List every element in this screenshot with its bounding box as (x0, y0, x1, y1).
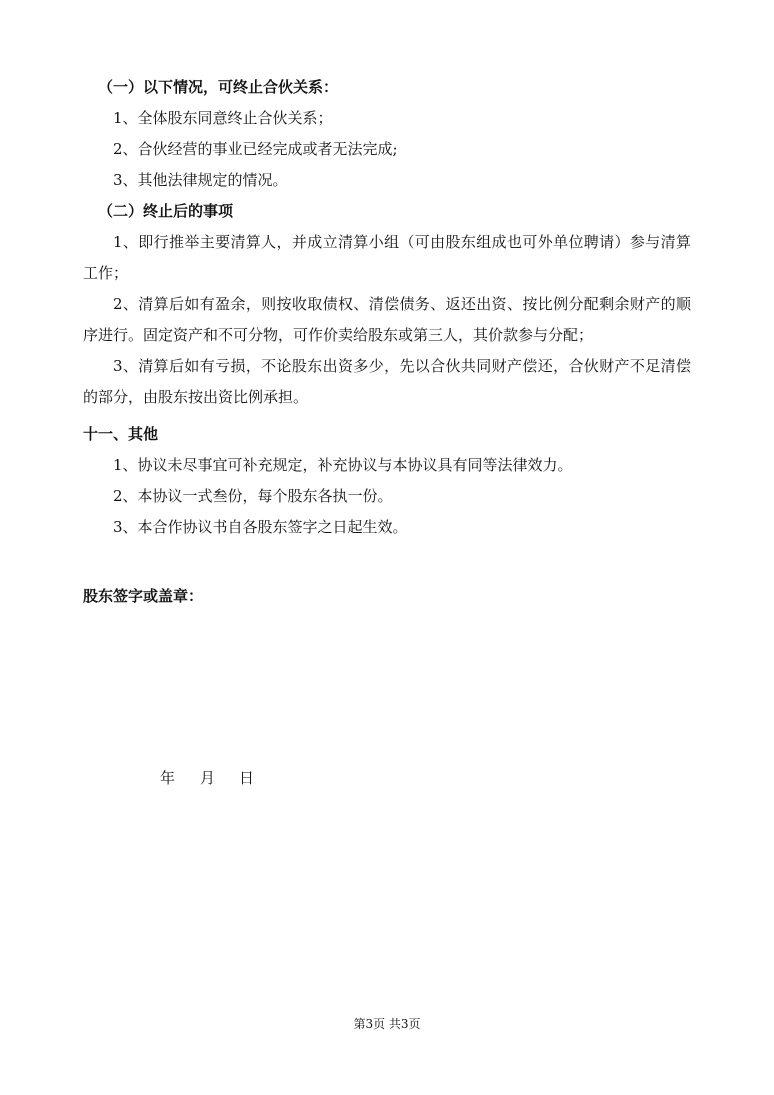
page-number-footer: 第3页 共3页 (353, 1017, 421, 1031)
after-termination-paragraph-1: 1、即行推举主要清算人，并成立清算小组（可由股东组成也可外单位聘请）参与清算工作； (83, 233, 691, 282)
after-termination-heading: （二）终止后的事项 (98, 202, 234, 220)
after-termination-paragraph-3: 3、清算后如有亏损，不论股东出资多少，先以合伙共同财产偿还，合伙财产不足清偿的部分，由股东按出资比例承担。 (83, 357, 691, 406)
other-item-1: 1、协议未尽事宜可补充规定，补充协议与本协议具有同等法律效力。 (113, 456, 573, 474)
termination-item-2: 2、合伙经营的事业已经完成或者无法完成; (113, 140, 398, 158)
date-year-label: 年 (160, 769, 176, 787)
termination-item-3: 3、其他法律规定的情况。 (113, 171, 288, 189)
signature-label: 股东签字或盖章： (83, 587, 204, 605)
termination-item-1: 1、全体股东同意终止合伙关系； (113, 109, 333, 127)
other-item-2: 2、本协议一式叁份，每个股东各执一份。 (113, 487, 393, 505)
other-heading: 十一、其他 (83, 425, 159, 443)
other-item-3: 3、本合作协议书自各股东签字之日起生效。 (113, 518, 408, 536)
after-termination-paragraph-2: 2、清算后如有盈余，则按收取债权、清偿债务、返还出资、按比例分配剩余财产的顺序进行。固定资产和不可分物，可作价卖给股东或第三人，其价款参与分配； (83, 295, 691, 344)
termination-heading: （一）以下情况，可终止合伙关系： (98, 78, 339, 96)
date-day-label: 日 (239, 769, 255, 787)
date-month-label: 月 (200, 769, 216, 787)
